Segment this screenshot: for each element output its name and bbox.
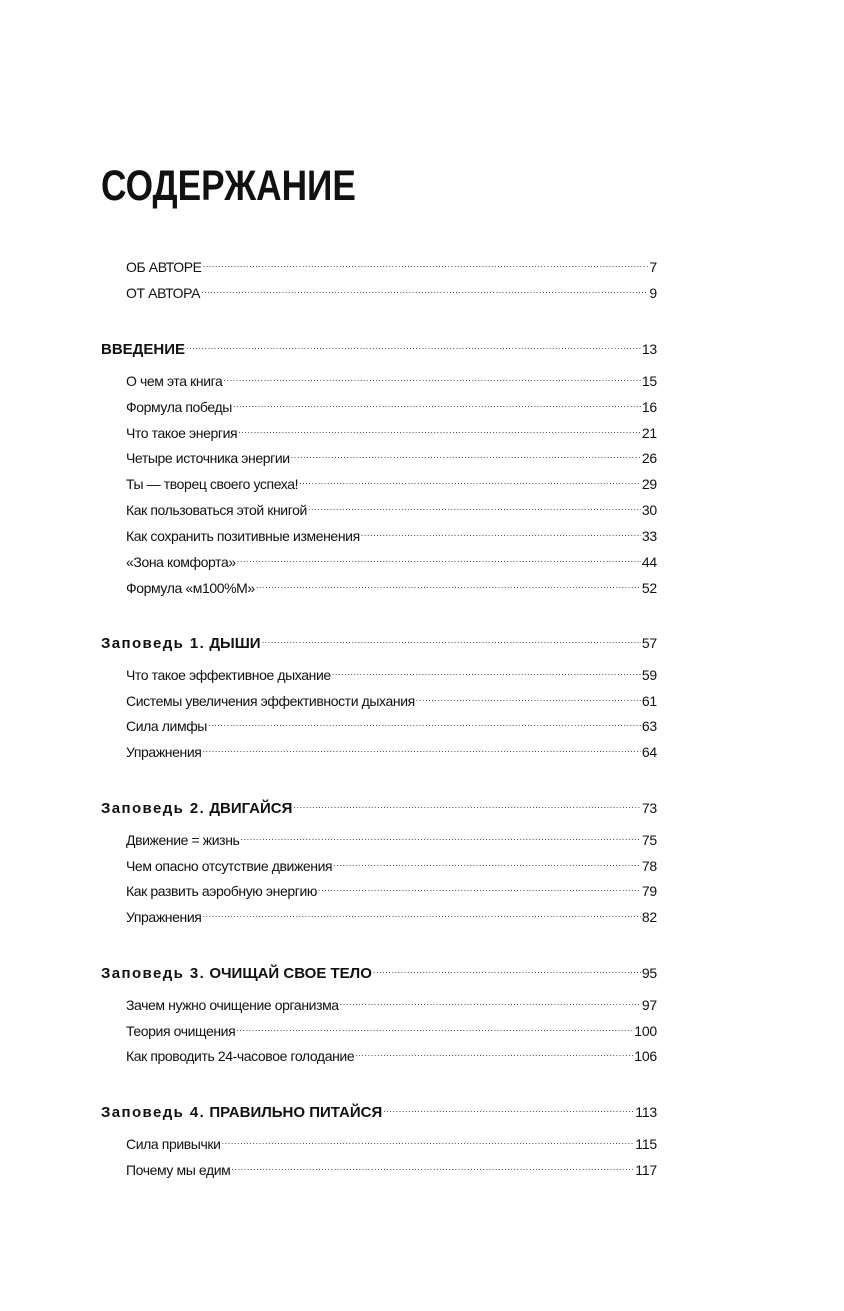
chapter-title: ОЧИЩАЙ СВОЕ ТЕЛО bbox=[209, 965, 372, 982]
toc-chapter-label bbox=[101, 800, 292, 817]
dot-leader bbox=[202, 739, 640, 757]
toc-entry[interactable] bbox=[126, 1157, 657, 1179]
toc-page-number: 13 bbox=[641, 341, 657, 357]
dot-leader bbox=[231, 1157, 634, 1175]
toc-entry[interactable] bbox=[126, 904, 657, 926]
toc-entry[interactable] bbox=[126, 688, 657, 710]
dot-leader bbox=[237, 549, 641, 567]
toc-entry-label: ОБ АВТОРЕ bbox=[126, 259, 202, 275]
dot-leader bbox=[238, 420, 641, 438]
toc-page-number: 61 bbox=[641, 693, 657, 709]
toc-entry-label: Сила привычки bbox=[126, 1136, 221, 1152]
toc-entry-label: Что такое эффективное дыхание bbox=[126, 667, 331, 683]
toc-chapter-label bbox=[101, 635, 261, 652]
toc-entry[interactable] bbox=[126, 575, 657, 597]
toc-entry[interactable] bbox=[126, 713, 657, 735]
toc-entry[interactable] bbox=[126, 549, 657, 571]
toc-chapter-4[interactable] bbox=[101, 1099, 657, 1121]
toc-entry-label: Сила лимфы bbox=[126, 718, 207, 734]
toc-page-number: 79 bbox=[641, 883, 657, 899]
toc-entry-label: «Зона комфорта» bbox=[126, 554, 236, 570]
chapter-prefix: Заповедь 4. bbox=[101, 1104, 206, 1121]
dot-leader bbox=[240, 827, 640, 845]
toc-page-number: 82 bbox=[641, 909, 657, 925]
dot-leader bbox=[236, 1018, 633, 1036]
dot-leader bbox=[355, 1043, 633, 1061]
toc-entry-label: Упражнения bbox=[126, 744, 202, 760]
toc-page-number: 115 bbox=[635, 1136, 657, 1152]
toc-page-number: 33 bbox=[641, 528, 657, 544]
toc-page-number: 29 bbox=[641, 476, 657, 492]
toc-entry-label: Формула победы bbox=[126, 399, 232, 415]
toc-entry[interactable] bbox=[126, 497, 657, 519]
dot-leader bbox=[308, 497, 641, 515]
toc-page-number: 78 bbox=[641, 858, 657, 874]
toc-entry[interactable] bbox=[126, 1131, 657, 1153]
dot-leader bbox=[291, 445, 641, 463]
toc-entry[interactable] bbox=[126, 739, 657, 761]
toc-entry-label: О чем эта книга bbox=[126, 373, 223, 389]
dot-leader bbox=[361, 523, 641, 541]
toc-page-number: 15 bbox=[641, 373, 657, 389]
toc-entry-label: Как развить аэробную энергию bbox=[126, 883, 317, 899]
toc-chapter-3[interactable] bbox=[101, 960, 657, 982]
toc-entry-label: Чем опасно отсутствие движения bbox=[126, 858, 333, 874]
toc-page-number: 100 bbox=[634, 1023, 657, 1039]
toc-page-number: 97 bbox=[641, 997, 657, 1013]
toc-entry-label: Зачем нужно очищение организма bbox=[126, 997, 339, 1013]
dot-leader bbox=[318, 878, 641, 896]
toc-page-number: 30 bbox=[641, 502, 657, 518]
dot-leader bbox=[186, 336, 641, 354]
toc-chapter-intro[interactable] bbox=[101, 336, 657, 358]
toc-entry[interactable] bbox=[126, 445, 657, 467]
toc-entry-label: ОТ АВТОРА bbox=[126, 285, 201, 301]
dot-leader bbox=[222, 1131, 635, 1149]
page-title: СОДЕРЖАНИЕ bbox=[101, 162, 356, 210]
chapter-title: ПРАВИЛЬНО ПИТАЙСЯ bbox=[209, 1104, 383, 1121]
toc-entry[interactable] bbox=[126, 394, 657, 416]
toc-entry[interactable] bbox=[126, 368, 657, 390]
toc-entry-label: Теория очищения bbox=[126, 1023, 236, 1039]
dot-leader bbox=[202, 904, 640, 922]
toc-page-number: 117 bbox=[635, 1162, 657, 1178]
toc-entry-label: Формула «м100%М» bbox=[126, 580, 255, 596]
toc-entry[interactable] bbox=[126, 662, 657, 684]
dot-leader bbox=[223, 368, 640, 386]
chapter-prefix: Заповедь 1. bbox=[101, 635, 206, 652]
toc-entry-label: Движение = жизнь bbox=[126, 832, 240, 848]
dot-leader bbox=[208, 713, 641, 731]
dot-leader bbox=[262, 630, 641, 648]
toc-entry-label: Ты — творец своего успеха! bbox=[126, 476, 299, 492]
toc-entry[interactable] bbox=[126, 1043, 657, 1065]
toc-entry[interactable] bbox=[126, 523, 657, 545]
dot-leader bbox=[233, 394, 641, 412]
toc-entry-label: Как сохранить позитивные изменения bbox=[126, 528, 360, 544]
toc-entry-label: Как проводить 24-часовое голодание bbox=[126, 1048, 355, 1064]
chapter-prefix: Заповедь 2. bbox=[101, 800, 206, 817]
toc-page-number: 21 bbox=[641, 425, 657, 441]
chapter-prefix: Заповедь 3. bbox=[101, 965, 206, 982]
toc-entry[interactable] bbox=[126, 420, 657, 442]
dot-leader bbox=[299, 471, 641, 489]
toc-entry[interactable] bbox=[126, 853, 657, 875]
toc-page-number: 57 bbox=[641, 635, 657, 651]
chapter-title: ДЫШИ bbox=[209, 635, 261, 652]
toc-page-number: 73 bbox=[641, 800, 657, 816]
toc-page-number: 52 bbox=[641, 580, 657, 596]
toc-entry-label: Что такое энергия bbox=[126, 425, 238, 441]
chapter-title: ДВИГАЙСЯ bbox=[209, 800, 293, 817]
dot-leader bbox=[373, 960, 641, 978]
toc-chapter-label bbox=[101, 1104, 382, 1121]
toc-page-number: 64 bbox=[641, 744, 657, 760]
toc-page-number: 44 bbox=[641, 554, 657, 570]
toc-page-number: 113 bbox=[635, 1104, 657, 1120]
dot-leader bbox=[340, 992, 641, 1010]
toc-entry[interactable] bbox=[126, 878, 657, 900]
dot-leader bbox=[416, 688, 641, 706]
toc-entry-label: Почему мы едим bbox=[126, 1162, 231, 1178]
toc-entry-label: Системы увеличения эффективности дыхания bbox=[126, 693, 415, 709]
toc-entry-label: Упражнения bbox=[126, 909, 202, 925]
toc-chapter-label: ВВЕДЕНИЕ bbox=[101, 341, 185, 358]
toc-entry-label: Как пользоваться этой книгой bbox=[126, 502, 307, 518]
toc-page-number: 59 bbox=[641, 667, 657, 683]
toc-entry[interactable] bbox=[126, 1018, 657, 1040]
toc-entry-from-author[interactable] bbox=[126, 280, 657, 302]
toc-page-number: 75 bbox=[641, 832, 657, 848]
toc-chapter-label bbox=[101, 965, 372, 982]
dot-leader bbox=[201, 280, 648, 298]
toc-page-number: 26 bbox=[641, 450, 657, 466]
toc-page-number: 63 bbox=[641, 718, 657, 734]
dot-leader bbox=[256, 575, 641, 593]
toc-page-number: 16 bbox=[641, 399, 657, 415]
dot-leader bbox=[333, 853, 641, 871]
dot-leader bbox=[203, 254, 649, 272]
dot-leader bbox=[383, 1099, 634, 1117]
toc-page-number: 95 bbox=[641, 965, 657, 981]
toc-entry[interactable] bbox=[126, 827, 657, 849]
dot-leader bbox=[293, 795, 640, 813]
toc-chapter-1[interactable] bbox=[101, 630, 657, 652]
toc-page-number: 106 bbox=[634, 1048, 657, 1064]
toc-page-number: 9 bbox=[649, 285, 657, 301]
dot-leader bbox=[332, 662, 641, 680]
toc-chapter-2[interactable] bbox=[101, 795, 657, 817]
toc-entry[interactable] bbox=[126, 992, 657, 1014]
toc-entry-label: Четыре источника энергии bbox=[126, 450, 290, 466]
toc-entry-about-author[interactable] bbox=[126, 254, 657, 276]
toc-page-number: 7 bbox=[649, 259, 657, 275]
toc-entry[interactable] bbox=[126, 471, 657, 493]
